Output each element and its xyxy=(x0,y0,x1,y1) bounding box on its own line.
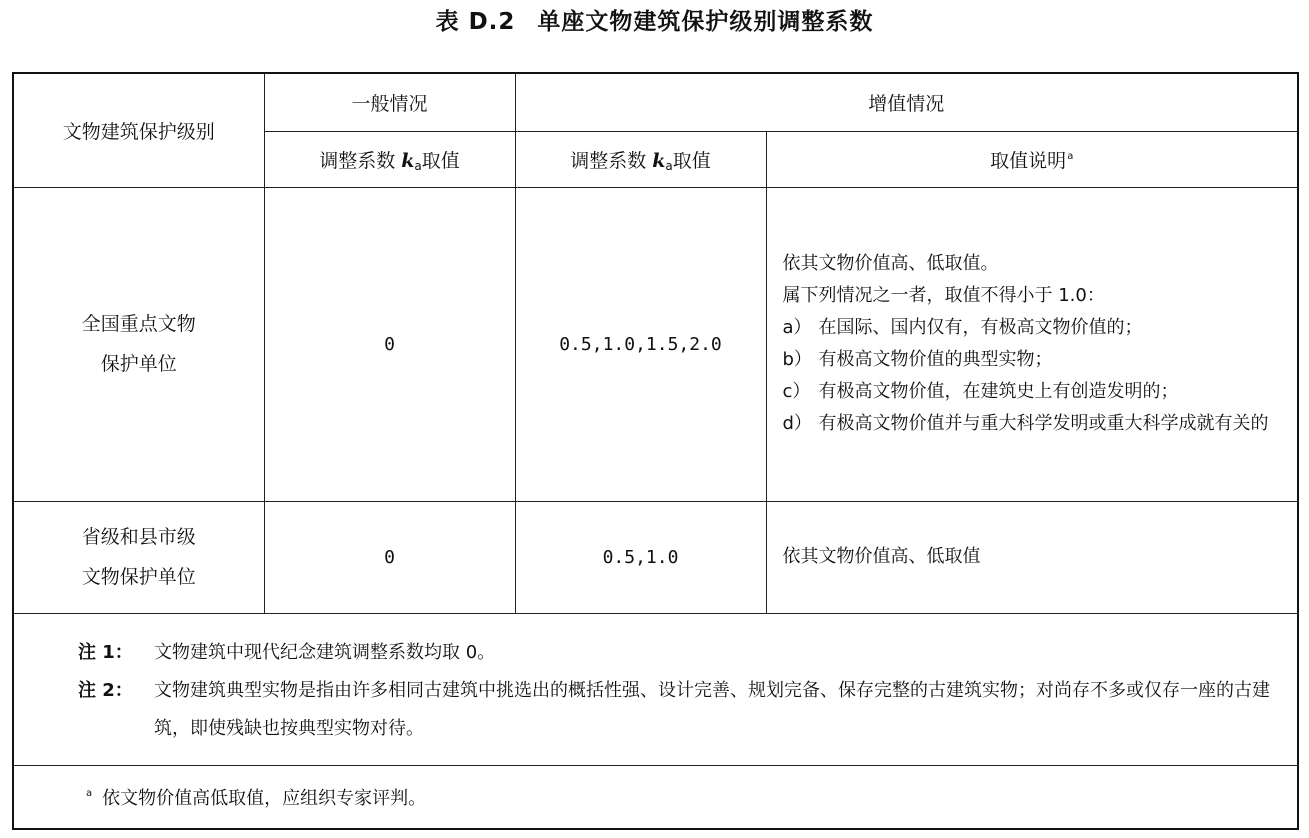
header-level: 文物建筑保护级别 xyxy=(13,73,264,187)
increase-value-national: 0.5,1.0,1.5,2.0 xyxy=(515,187,766,501)
list-item: a） 在国际、国内仅有，有极高文物价值的； xyxy=(782,317,1143,338)
header-explanation: 取值说明$^a$ xyxy=(766,131,1298,187)
header-increase-coef: 调整系数 $k_a$取值 xyxy=(515,131,766,187)
explanation-national: 依其文物价值高、低取值。 属下列情况之一者，取值不得小于 1.0： a） 在国际、国内仅有，有极高文物价值的； b） 有极高文物价值的典型实物； c） 有极高文物价值，在建筑史上有创造发明的； d） 有极高文物价值并与重大科学发明或重大科学成就有关的 xyxy=(766,187,1298,501)
list-item: b） 有极高文物价值的典型实物； xyxy=(782,349,1053,370)
explanation-provincial: 依其文物价值高、低取值 xyxy=(766,501,1298,613)
note-2: 注 2： 文物建筑典型实物是指由许多相同古建筑中挑选出的概括性强、设计完善、规划完备、保存完整的古建筑实物；对尚存不多或仅存一座的古建筑，即使残缺也按典型实物对待。 xyxy=(78,680,1270,739)
increase-value-provincial: 0.5,1.0 xyxy=(515,501,766,613)
footnote-marker: a xyxy=(1067,150,1074,162)
header-row-1 xyxy=(13,73,1298,131)
header-increase: 增值情况 xyxy=(515,73,1298,131)
table-row-provincial xyxy=(13,501,1298,613)
notes-cell xyxy=(13,613,1298,765)
coefficient-table xyxy=(12,72,1299,830)
footnote-cell: $^a$ 依文物价值高低取值，应组织专家评判。 xyxy=(13,765,1298,829)
notes-row xyxy=(13,613,1298,765)
table-number: 表 D.2 xyxy=(435,9,516,35)
header-general-coef: 调整系数 $k_a$取值 xyxy=(264,131,515,187)
level-provincial: 省级和县市级 文物保护单位 xyxy=(13,501,264,613)
table-caption: 单座文物建筑保护级别调整系数 xyxy=(537,9,874,35)
footnote-row xyxy=(13,765,1298,829)
list-item: c） 有极高文物价值，在建筑史上有创造发明的； xyxy=(782,381,1179,402)
general-value-national: 0 xyxy=(264,187,515,501)
general-value-provincial: 0 xyxy=(264,501,515,613)
header-general: 一般情况 xyxy=(264,73,515,131)
level-national: 全国重点文物 保护单位 xyxy=(13,187,264,501)
list-item: d） 有极高文物价值并与重大科学发明或重大科学成就有关的 xyxy=(782,413,1269,434)
table-title xyxy=(0,6,1309,38)
footnote-text: 依文物价值高低取值，应组织专家评判。 xyxy=(102,787,427,809)
note-1: 注 1： 文物建筑中现代纪念建筑调整系数均取 0。 xyxy=(78,642,496,663)
table-row-national xyxy=(13,187,1298,501)
